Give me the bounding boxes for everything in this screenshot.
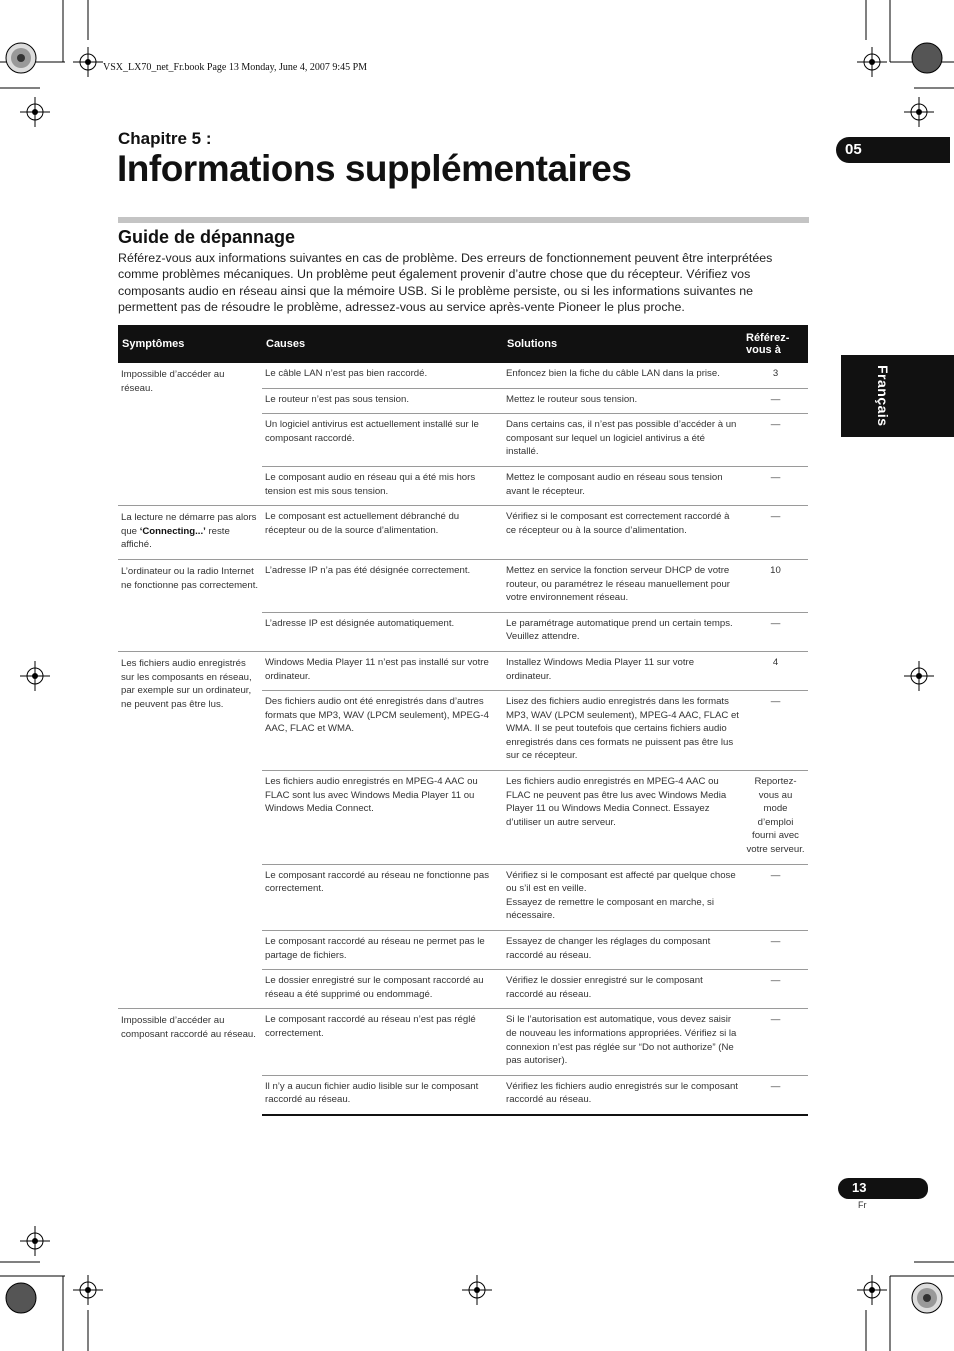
refer-cell: 10 <box>743 559 808 612</box>
registration-target-icon <box>20 97 50 127</box>
refer-cell: — <box>743 1009 808 1075</box>
cause-cell: Des fichiers audio ont été enregistrés dans d’autres formats que MP3, WAV (LPCM seulement), MPEG-4 AAC, FLAC et WMA. <box>262 691 503 771</box>
registration-target-icon <box>462 1275 492 1305</box>
table-row <box>118 651 808 690</box>
header-causes: Causes <box>262 325 503 363</box>
symptom-cell: L’ordinateur ou la radio Internet ne fonctionne pas correctement. <box>118 559 262 651</box>
registration-target-icon <box>73 1275 103 1305</box>
refer-cell: — <box>743 864 808 930</box>
cause-cell: Le câble LAN n’est pas bien raccordé. <box>265 368 428 379</box>
cause-cell: Il n’y a aucun fichier audio lisible sur le composant raccordé au réseau. <box>262 1075 503 1115</box>
page-number-tab <box>838 1178 928 1199</box>
cause-cell: Le composant raccordé au réseau n’est pas réglé correctement. <box>262 1009 503 1075</box>
solution-cell: Lisez des fichiers audio enregistrés dans les formats MP3, WAV (LPCM seulement), MPEG-4 AAC, FLAC et WMA. Il se peut toutefois que certains fichiers audio enregistrés dans ces formats ne puissent pas être lus sur ce récepteur. <box>503 691 743 771</box>
cause-cell: Le dossier enregistré sur le composant raccordé au réseau a été supprimé ou endommagé. <box>262 970 503 1009</box>
solution-cell: Vérifiez si le composant est affecté par quelque chose ou s’il est en veille. Essayez de remettre le composant en marche, si nécessaire. <box>503 864 743 930</box>
refer-cell: — <box>743 414 808 467</box>
cause-cell: Le routeur n’est pas sous tension. <box>262 388 503 414</box>
symptom-text: reste affiché. <box>121 525 230 551</box>
table-row <box>118 363 808 388</box>
registration-target-icon <box>20 1226 50 1256</box>
registration-target-icon <box>904 97 934 127</box>
symptom-cell: Impossible d’accéder au composant raccordé au réseau. <box>118 1009 262 1115</box>
header-solutions: Solutions <box>503 325 743 363</box>
solution-cell: Si le l’autorisation est automatique, vous devez saisir de nouveau les informations appropriées. Vérifiez si la connexion n’est pas réglée sur “Do not authorize” (Ne pas autoriser). <box>503 1009 743 1075</box>
cause-cell: Les fichiers audio enregistrés en MPEG-4 AAC ou FLAC sont lus avec Windows Media Player 11 ou Windows Media Connect. <box>262 771 503 865</box>
chapter-tab <box>836 137 950 163</box>
registration-target-icon <box>73 47 103 77</box>
solution-cell: Mettez le composant audio en réseau sous tension avant le récepteur. <box>503 466 743 505</box>
language-tab <box>841 355 954 437</box>
cause-cell: L’adresse IP n’a pas été désignée correctement. <box>262 559 503 612</box>
solution-cell: Vérifiez les fichiers audio enregistrés sur le composant raccordé au réseau. <box>503 1075 743 1115</box>
table-row <box>118 1009 808 1075</box>
chapter-label: Chapitre 5 : <box>118 129 212 148</box>
table-header-row <box>118 325 808 363</box>
symptom-message: ‘Connecting...’ <box>139 525 206 537</box>
color-wheel-icon <box>910 1281 944 1315</box>
table-row <box>118 506 808 560</box>
header-refer: Référez- vous à <box>743 325 808 363</box>
refer-cell: — <box>743 1075 808 1115</box>
language-label: Français <box>875 365 891 427</box>
cause-cell: Windows Media Player 11 n’est pas installé sur votre ordinateur. <box>262 651 503 690</box>
registration-target-icon <box>20 661 50 691</box>
symptom-text: La lecture ne démarre pas alors que <box>121 512 257 537</box>
refer-cell: Reportez-vous au mode d’emploi fourni avec votre serveur. <box>743 771 808 865</box>
solution-cell: Installez Windows Media Player 11 sur votre ordinateur. <box>503 651 743 690</box>
gray-disc-icon <box>910 41 944 75</box>
refer-cell: — <box>743 466 808 505</box>
refer-cell: — <box>743 970 808 1009</box>
solution-cell: Vérifiez si le composant est correctement raccordé à ce récepteur ou à la source d’alimentation. <box>503 506 743 560</box>
solution-cell: Dans certains cas, il n’est pas possible d’accéder à un composant sur lequel un logiciel antivirus a été installé. <box>503 414 743 467</box>
gray-disc-icon <box>4 1281 38 1315</box>
troubleshooting-table <box>118 325 808 1116</box>
solution-cell: Mettez en service la fonction serveur DHCP de votre routeur, ou paramétrez le réseau manuellement pour votre environnement réseau. <box>503 559 743 612</box>
refer-cell: — <box>743 931 808 970</box>
refer-cell: — <box>743 691 808 771</box>
table-row <box>118 559 808 612</box>
solution-cell: Les fichiers audio enregistrés en MPEG-4 AAC ou FLAC ne peuvent pas être lus avec Windows Media Player 11 ou Windows Media Connect. Essayez d’utiliser un autre serveur. <box>503 771 743 865</box>
symptom-cell: Les fichiers audio enregistrés sur les composants en réseau, par exemple sur un ordinateur, ne peuvent pas être lus. <box>118 651 262 1008</box>
print-header: VSX_LX70_net_Fr.book Page 13 Monday, June 4, 2007 9:45 PM <box>103 62 368 73</box>
solution-cell: Essayez de changer les réglages du composant raccordé au réseau. <box>503 931 743 970</box>
refer-cell: — <box>743 388 808 414</box>
page-number: 13 <box>852 1180 867 1195</box>
cause-cell: L’adresse IP est désignée automatiquement. <box>262 612 503 651</box>
cause-cell: Le composant est actuellement débranché du récepteur ou de la source d’alimentation. <box>262 506 503 560</box>
solution-cell: Le paramétrage automatique prend un certain temps. Veuillez attendre. <box>503 612 743 651</box>
refer-cell: — <box>743 612 808 651</box>
solution-cell: Mettez le routeur sous tension. <box>503 388 743 414</box>
refer-cell: 4 <box>743 651 808 690</box>
refer-cell: 3 <box>772 368 779 379</box>
section-rule <box>118 217 809 223</box>
color-wheel-icon <box>4 41 38 75</box>
refer-cell: — <box>743 506 808 560</box>
cause-cell: Le composant raccordé au réseau ne fonctionne pas correctement. <box>262 864 503 930</box>
solution-cell: Vérifiez le dossier enregistré sur le composant raccordé au réseau. <box>503 970 743 1009</box>
page-title: Informations supplémentaires <box>117 148 632 189</box>
solution-cell: Enfoncez bien la fiche du câble LAN dans la prise. <box>506 368 720 379</box>
symptom-cell: Impossible d’accéder au réseau. <box>121 369 225 394</box>
symptom-cell <box>118 506 262 560</box>
cause-cell: Le composant raccordé au réseau ne permet pas le partage de fichiers. <box>262 931 503 970</box>
cause-cell: Un logiciel antivirus est actuellement installé sur le composant raccordé. <box>262 414 503 467</box>
registration-target-icon <box>904 661 934 691</box>
section-title: Guide de dépannage <box>118 227 296 247</box>
registration-target-icon <box>857 47 887 77</box>
chapter-number: 05 <box>845 141 862 158</box>
registration-target-icon <box>857 1275 887 1305</box>
cause-cell: Le composant audio en réseau qui a été mis hors tension est mis sous tension. <box>262 466 503 505</box>
page-language: Fr <box>858 1200 867 1210</box>
intro-paragraph: Référez-vous aux informations suivantes en cas de problème. Des erreurs de fonctionnement peuvent être interprétées comme problèmes mécaniques. Un problème peut également provenir d’autre chose que du récepteur. Vérifiez vos composants audio en réseau ainsi que la mémoire USB. Si le problème persiste, ou si les informations suivantes ne permettent pas de résoudre le problème, adressez-vous au service après-vente Pioneer le plus proche. <box>118 251 773 314</box>
header-symptoms: Symptômes <box>118 325 262 363</box>
